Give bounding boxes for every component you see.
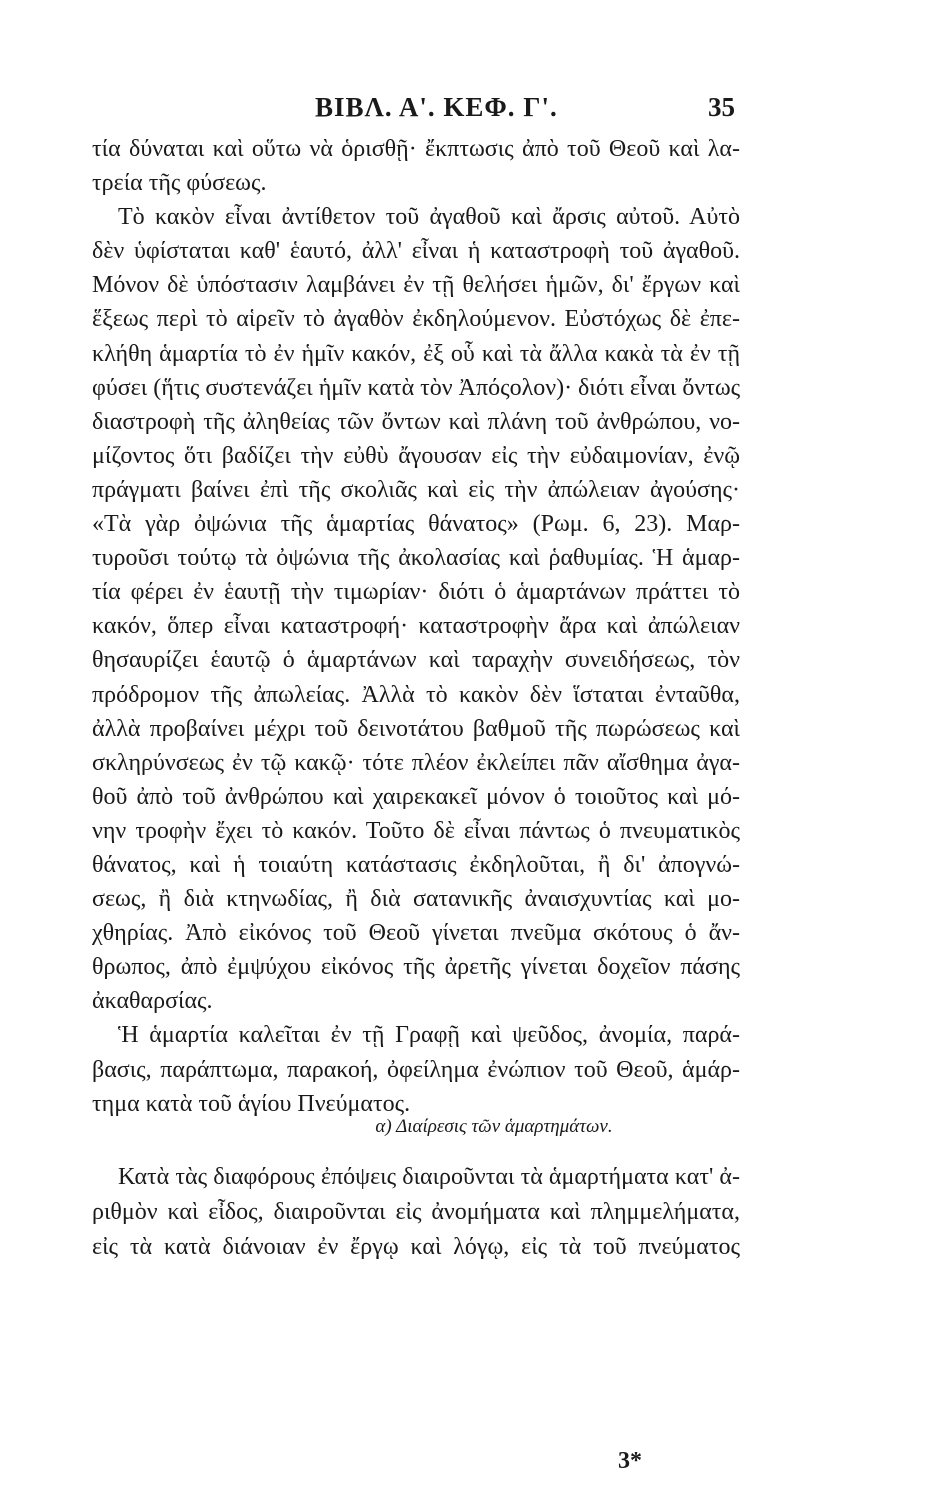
text-line: Κατὰ τὰς διαφόρους ἐπόψεις διαιροῦνται τὰ ἁμαρτήματα κατ' ἀ- <box>118 1164 740 1190</box>
text-line: πρόδρομον τῆς ἀπωλείας. Ἀλλὰ τὸ κακὸν δὲν ἵσταται ἐνταῦθα, <box>92 681 740 708</box>
text-line: θοῦ ἀπὸ τοῦ ἀνθρώπου καὶ χαιρεκακεῖ μόνον ὁ τοιοῦτος καὶ μό- <box>92 783 740 810</box>
text-line: πράγματι βαίνει ἐπὶ τῆς σκολιᾶς καὶ εἰς τὴν ἀπώλειαν ἀγούσης· <box>92 476 740 503</box>
text-line: Τὸ κακὸν εἶναι ἀντίθετον τοῦ ἀγαθοῦ καὶ ἄρσις αὐτοῦ. Αὐτὸ <box>118 204 740 231</box>
text-line: θρωπος, ἀπὸ ἐμψύχου εἰκόνος τῆς ἀρετῆς γίνεται δοχεῖον πάσης <box>92 954 740 981</box>
text-line: σεως, ἢ διὰ κτηνωδίας, ἢ διὰ σατανικῆς ἀναισχυντίας καὶ μο- <box>92 886 740 913</box>
page-number: 35 <box>708 92 735 122</box>
text-line: τία φέρει ἐν ἑαυτῇ τὴν τιμωρίαν· διότι ὁ ἁμαρτάνων πράττει τὸ <box>92 579 740 606</box>
text-line: «Τὰ γὰρ ὀψώνια τῆς ἁμαρτίας θάνατος» (Ρωμ. 6, 23). Μαρ- <box>92 511 740 538</box>
text-line: ἀλλὰ προβαίνει μέχρι τοῦ δεινοτάτου βαθμοῦ τῆς πωρώσεως καὶ <box>92 715 740 742</box>
text-line: μίζοντος ὅτι βαδίζει τὴν εὐθὺ ἄγουσαν εἰς τὴν εὐδαιμονίαν, ἐνῷ <box>92 442 740 469</box>
text-line: εἰς τὰ κατὰ διάνοιαν ἐν ἔργῳ καὶ λόγῳ, εἰς τὰ τοῦ πνεύματος <box>92 1234 740 1260</box>
text-line: χθηρίας. Ἀπὸ εἰκόνος τοῦ Θεοῦ γίνεται πνεῦμα σκότους ὁ ἄν- <box>92 920 740 947</box>
text-line: τυροῦσι τούτῳ τὰ ὀψώνια τῆς ἀκολασίας καὶ ῥαθυμίας. Ἡ ἁμαρ- <box>92 545 740 572</box>
signature-mark: 3* <box>618 1448 642 1474</box>
section-heading: α) Διαίρεσις τῶν ἁμαρτημάτων. <box>375 1116 613 1137</box>
text-line: τρεία τῆς φύσεως. <box>92 170 267 197</box>
text-line: Μόνον δὲ ὑπόστασιν λαμβάνει ἐν τῇ θελήσει ἡμῶν, δι' ἔργων καὶ <box>92 272 740 299</box>
text-line: δὲν ὑφίσταται καθ' ἑαυτό, ἀλλ' εἶναι ἡ καταστροφὴ τοῦ ἀγαθοῦ. <box>92 238 740 265</box>
text-line: ἕξεως περὶ τὸ αἱρεῖν τὸ ἀγαθὸν ἐκδηλούμενον. Εὐστόχως δὲ ἐπε- <box>92 306 740 333</box>
text-line: νην τροφὴν ἔχει τὸ κακόν. Τοῦτο δὲ εἶναι πάντως ὁ πνευματικὸς <box>92 817 740 844</box>
section-text <box>92 1160 740 1265</box>
text-line: διαστροφὴ τῆς ἀληθείας τῶν ὄντων καὶ πλάνη τοῦ ἀνθρώπου, νο- <box>92 408 740 435</box>
text-line: τημα κατὰ τοῦ ἁγίου Πνεύματος. <box>92 1090 411 1117</box>
text-line: κακόν, ὅπερ εἶναι καταστροφή· καταστροφὴν ἄρα καὶ ἀπώλειαν <box>92 613 740 640</box>
text-line: φύσει (ἥτις συστενάζει ἡμῖν κατὰ τὸν Ἀπόςολον)· διότι εἶναι ὄντως <box>92 374 740 401</box>
page-header <box>315 92 735 132</box>
text-line: ριθμὸν καὶ εἶδος, διαιροῦνται εἰς ἀνομήματα καὶ πλημμελήματα, <box>92 1199 740 1225</box>
running-head: ΒΙΒΛ. Α'. ΚΕΦ. Γ'. <box>315 92 558 122</box>
text-line: θάνατος, καὶ ἡ τοιαύτη κατάστασις ἐκδηλοῦται, ἢ δι' ἀπογνώ- <box>92 851 740 878</box>
text-line: θησαυρίζει ἑαυτῷ ὁ ἁμαρτάνων καὶ ταραχὴν συνειδήσεως, τὸν <box>92 647 740 674</box>
text-line: βασις, παράπτωμα, παρακοή, ὀφείλημα ἐνώπιον τοῦ Θεοῦ, ἁμάρ- <box>92 1056 740 1083</box>
main-text <box>92 132 740 1121</box>
text-line: ἀκαθαρσίας. <box>92 988 213 1015</box>
text-line: τία δύναται καὶ οὕτω νὰ ὁρισθῇ· ἔκπτωσις ἀπὸ τοῦ Θεοῦ καὶ λα- <box>92 136 740 162</box>
text-line: κλήθη ἁμαρτία τὸ ἐν ἡμῖν κακόν, ἐξ οὗ καὶ τὰ ἄλλα κακὰ τὰ ἐν τῇ <box>92 340 740 367</box>
text-line: σκληρύνσεως ἐν τῷ κακῷ· τότε πλέον ἐκλείπει πᾶν αἴσθημα ἀγα- <box>92 749 740 776</box>
text-line: Ἡ ἁμαρτία καλεῖται ἐν τῇ Γραφῇ καὶ ψεῦδος, ἀνομία, παρά- <box>118 1022 740 1049</box>
